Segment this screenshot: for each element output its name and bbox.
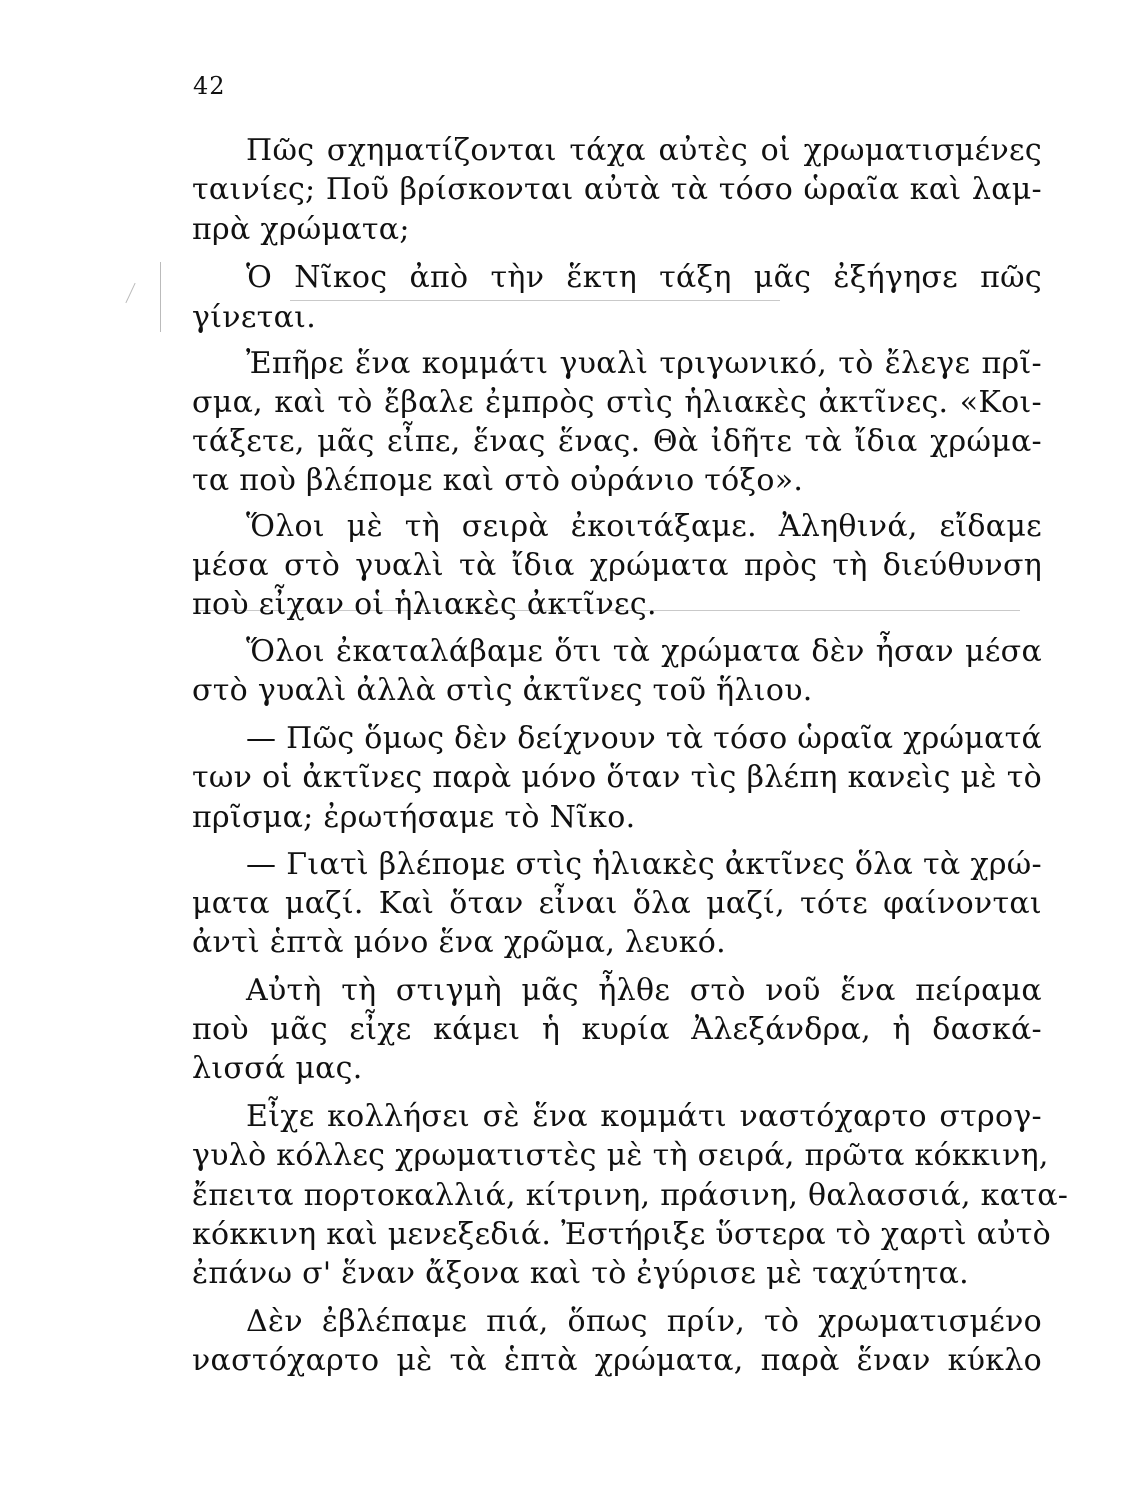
text-line: στὸ γυαλὶ ἀλλὰ στὶς ἀκτῖνες τοῦ ἥλιου. (192, 673, 813, 708)
text-line: ἀντὶ ἑπτὰ μόνο ἕνα χρῶμα, λευκό. (192, 925, 726, 960)
text-line: κόκκινη καὶ μενεξεδιά. Ἐστήριξε ὕστερα τὸ χαρτὶ αὐτὸ (192, 1217, 1052, 1252)
text-line: γυλὸ κόλλες χρωματιστὲς μὲ τὴ σειρά, πρῶτα κόκκινη, (192, 1138, 1049, 1173)
pencil-margin-mark (125, 283, 135, 303)
pencil-underline (290, 300, 780, 301)
text-line: — Γιατὶ βλέπομε στὶς ἡλιακὲς ἀκτῖνες ὅλα τὰ χρώ- (246, 847, 1042, 882)
text-line: των οἱ ἀκτῖνες παρὰ μόνο ὅταν τὶς βλέπη κανεὶς μὲ τὸ (192, 760, 1042, 795)
text-line: πρῖσμα; ἐρωτήσαμε τὸ Νῖκο. (192, 800, 636, 835)
text-line: ἔπειτα πορτοκαλλιά, κίτρινη, πράσινη, θαλασσιά, κατα- (192, 1178, 1069, 1213)
page-number: 42 (193, 72, 226, 100)
text-line: ματα μαζί. Καὶ ὅταν εἶναι ὅλα μαζί, τότε φαίνονται (192, 886, 1042, 921)
text-line: ποὺ εἶχαν οἱ ἡλιακὲς ἀκτῖνες. (192, 587, 657, 622)
text-line: ταινίες; Ποῦ βρίσκονται αὐτὰ τὰ τόσο ὡραῖα καὶ λαμ- (192, 172, 1042, 207)
text-line: Ὅλοι ἐκαταλάβαμε ὅτι τὰ χρώματα δὲν ἦσαν μέσα (246, 634, 1042, 669)
text-line: τάξετε, μᾶς εἶπε, ἕνας ἕνας. Θὰ ἰδῆτε τὰ ἴδια χρώμα- (192, 424, 1042, 459)
text-line: τα ποὺ βλέπομε καὶ στὸ οὐράνιο τόξο». (192, 463, 804, 498)
text-line: Εἶχε κολλήσει σὲ ἕνα κομμάτι ναστόχαρτο στρογ- (246, 1099, 1042, 1134)
text-line: Ὅλοι μὲ τὴ σειρὰ ἐκοιτάξαμε. Ἀληθινά, εἴδαμε (246, 509, 1042, 544)
text-line: πρὰ χρώματα; (192, 212, 410, 247)
text-line: Ἐπῆρε ἕνα κομμάτι γυαλὶ τριγωνικό, τὸ ἔλεγε πρῖ- (246, 346, 1042, 381)
text-line: ναστόχαρτο μὲ τὰ ἑπτὰ χρώματα, παρὰ ἕναν κύκλο (192, 1343, 1042, 1378)
text-line: Ὁ Νῖκος ἀπὸ τὴν ἕκτη τάξη μᾶς ἐξήγησε πῶς (246, 260, 1042, 295)
text-line: Αὐτὴ τὴ στιγμὴ μᾶς ἦλθε στὸ νοῦ ἕνα πείραμα (246, 973, 1042, 1008)
text-line: Δὲν ἐβλέπαμε πιά, ὅπως πρίν, τὸ χρωματισμένο (246, 1304, 1042, 1339)
text-line: — Πῶς ὅμως δὲν δείχνουν τὰ τόσο ὡραῖα χρώματά (246, 721, 1043, 756)
text-line: γίνεται. (192, 300, 317, 335)
text-line: ποὺ μᾶς εἶχε κάμει ἡ κυρία Ἀλεξάνδρα, ἡ δασκά- (192, 1012, 1042, 1047)
text-line: ἐπάνω σ' ἕναν ἄξονα καὶ τὸ ἐγύρισε μὲ ταχύτητα. (192, 1256, 970, 1291)
text-line: μέσα στὸ γυαλὶ τὰ ἴδια χρώματα πρὸς τὴ διεύθυνση (192, 548, 1042, 583)
text-line: σμα, καὶ τὸ ἔβαλε ἐμπρὸς στὶς ἡλιακὲς ἀκτῖνες. «Κοι- (192, 385, 1042, 420)
pencil-margin-mark (160, 262, 161, 332)
text-line: Πῶς σχηματίζονται τάχα αὐτὲς οἱ χρωματισμένες (246, 133, 1042, 168)
text-line: λισσά μας. (192, 1051, 363, 1086)
